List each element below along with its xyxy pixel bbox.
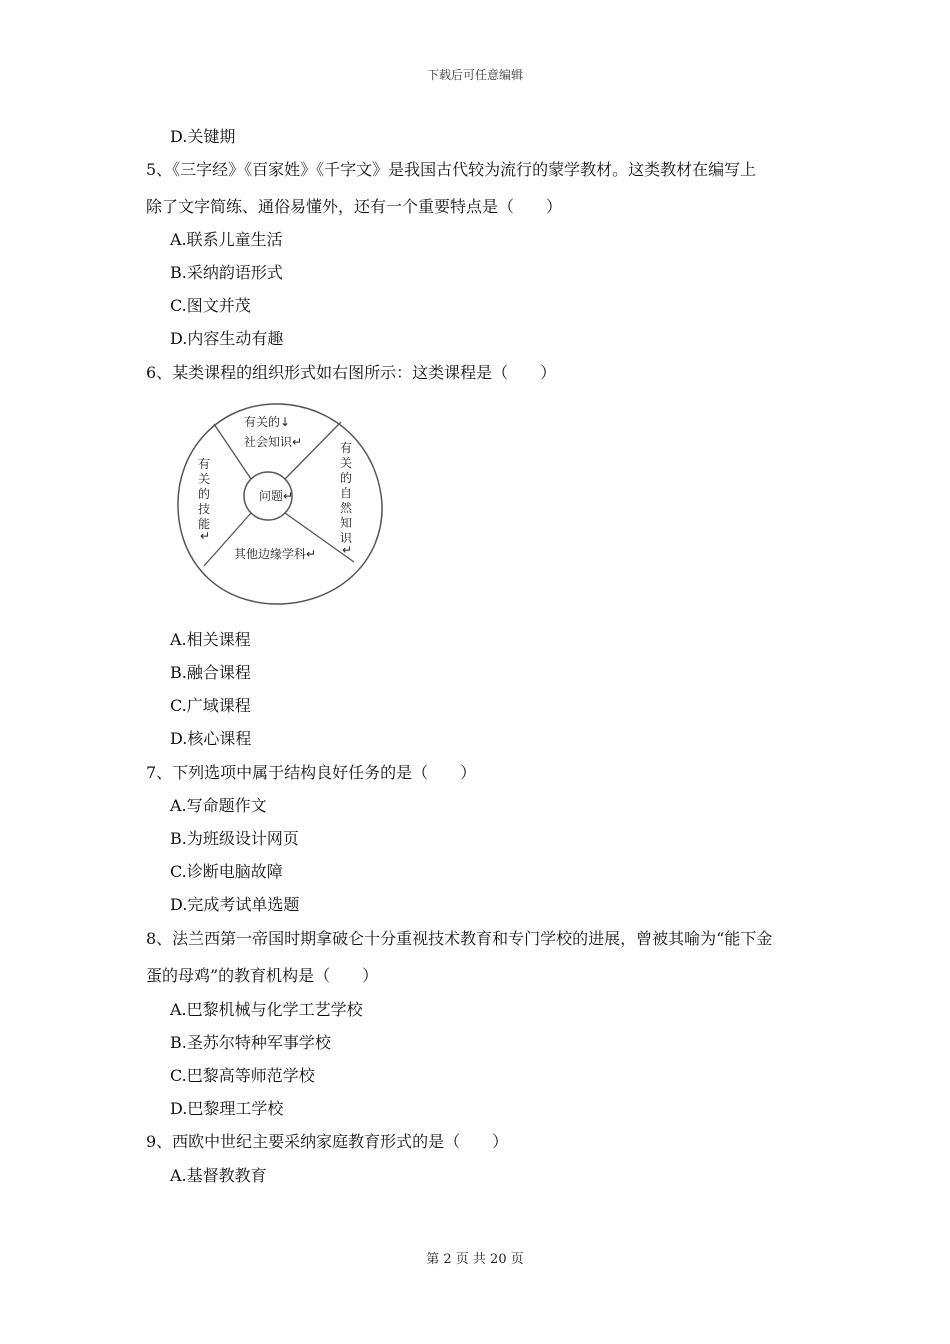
- option-line: D.关键期: [170, 127, 236, 146]
- diagram-left-char: ↵: [200, 529, 211, 543]
- diagram-right-char: 然: [340, 501, 353, 515]
- diagram-bottom-label: 其他边缘学科↵: [234, 547, 317, 561]
- option-line: C.广域课程: [170, 696, 251, 715]
- option-line: B.圣苏尔特种军事学校: [170, 1033, 331, 1052]
- option-line: A.基督教教育: [170, 1166, 267, 1185]
- question-line: 5、《三字经》《百家姓》《千字文》是我国古代较为流行的蒙学教材。这类教材在编写上: [146, 160, 757, 179]
- diagram-left-char: 的: [198, 487, 211, 501]
- option-line: B.为班级设计网页: [170, 829, 299, 848]
- divider-line: [285, 422, 341, 479]
- page-footer: 第 2 页 共 20 页: [426, 1252, 524, 1267]
- diagram-center-label: 问题↵: [259, 489, 294, 503]
- diagram-top-label: 社会知识↵: [244, 435, 303, 449]
- option-line: A.相关课程: [170, 630, 251, 649]
- diagram-right-char: 自: [340, 486, 353, 500]
- diagram-right-char: 有: [340, 441, 353, 455]
- question-line: 6、某类课程的组织形式如右图所示：这类课程是（ ）: [146, 363, 557, 382]
- question-line: 除了文字简练、通俗易懂外，还有一个重要特点是（ ）: [146, 197, 563, 216]
- option-line: B.融合课程: [170, 663, 251, 682]
- diagram-left-char: 能: [198, 517, 211, 531]
- diagram-right-char: 知: [340, 516, 353, 530]
- question-line: 蛋的母鸡”的教育机构是（ ）: [146, 966, 379, 985]
- question-line: 7、下列选项中属于结构良好任务的是（ ）: [146, 763, 477, 782]
- question-line: 8、法兰西第一帝国时期拿破仑十分重视技术教育和专门学校的进展，曾被其喻为“能下金: [146, 929, 773, 948]
- option-line: D.核心课程: [170, 729, 252, 748]
- diagram-right-char: 识: [340, 531, 353, 545]
- option-line: C.巴黎高等师范学校: [170, 1066, 315, 1085]
- option-line: A.巴黎机械与化学工艺学校: [170, 1000, 363, 1019]
- diagram-right-char: ↵: [342, 543, 353, 557]
- question-line: 9、西欧中世纪主要采纳家庭教育形式的是（ ）: [146, 1132, 509, 1151]
- diagram-right-char: 的: [340, 471, 353, 485]
- diagram-left-char: 技: [198, 502, 211, 516]
- option-line: C.诊断电脑故障: [170, 862, 283, 881]
- option-line: A.写命题作文: [170, 796, 267, 815]
- diagram-left-char: 关: [198, 472, 211, 486]
- page-header: 下载后可任意编辑: [426, 68, 523, 82]
- option-line: A.联系儿童生活: [170, 230, 283, 249]
- diagram-top-label: 有关的↓: [244, 415, 291, 429]
- curriculum-organization-diagram: [174, 400, 386, 608]
- diagram-left-char: 有: [198, 457, 211, 471]
- diagram-right-char: 关: [340, 456, 353, 470]
- divider-line: [214, 424, 251, 479]
- option-line: D.完成考试单选题: [170, 895, 300, 914]
- option-line: B.采纳韵语形式: [170, 263, 283, 282]
- option-line: C.图文并茂: [170, 296, 251, 315]
- option-line: D.巴黎理工学校: [170, 1099, 284, 1118]
- option-line: D.内容生动有趣: [170, 329, 284, 348]
